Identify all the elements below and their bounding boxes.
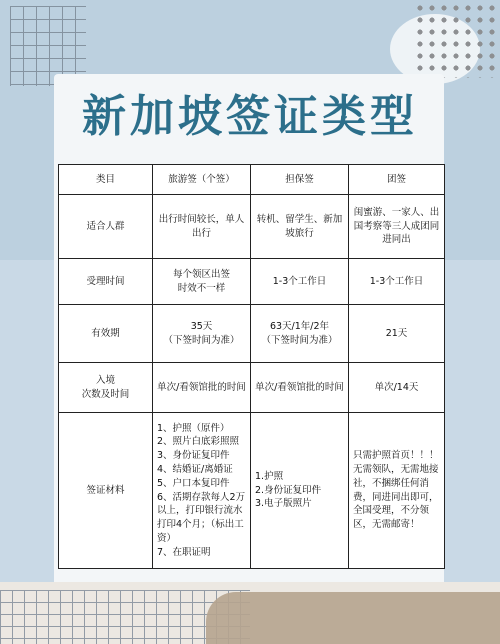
header-tourist-visa: 旅游签（个签）	[153, 165, 251, 195]
row-label-suitable: 适合人群	[59, 195, 153, 259]
table-cell: 1.护照 2.身份证复印件 3.电子版照片	[251, 413, 349, 569]
row-label-processing: 受理时间	[59, 259, 153, 305]
table-row	[59, 363, 445, 413]
table-cell: 21天	[349, 305, 445, 363]
table-cell: 1-3个工作日	[349, 259, 445, 305]
table-row	[59, 259, 445, 305]
header-group-visa: 团签	[349, 165, 445, 195]
row-label-validity: 有效期	[59, 305, 153, 363]
tan-paper-decoration	[206, 592, 500, 644]
dot-pattern-decoration	[412, 0, 500, 78]
table-row	[59, 413, 445, 569]
table-cell: 闺蜜游、一家人、出国考察等三人成团同进同出	[349, 195, 445, 259]
header-category: 类目	[59, 165, 153, 195]
row-label-entry: 入境 次数及时间	[59, 363, 153, 413]
table-cell: 转机、留学生、新加坡旅行	[251, 195, 349, 259]
table-row	[59, 195, 445, 259]
table-cell: 出行时间较长，单人出行	[153, 195, 251, 259]
table-cell: 1-3个工作日	[251, 259, 349, 305]
page-title: 新加坡签证类型	[82, 91, 418, 142]
table-cell: 只需护照首页！！！ 无需领队，无需地接社，不捆绑任何消费，同进同出即可，全国受理，不分领区，无需邮寄！	[349, 413, 445, 569]
table-cell: 63天/1年/2年 （下签时间为准）	[251, 305, 349, 363]
table-cell: 35天 （下签时间为准）	[153, 305, 251, 363]
row-label-materials: 签证材料	[59, 413, 153, 569]
header-guarantee-visa: 担保签	[251, 165, 349, 195]
table-row	[59, 305, 445, 363]
table-header-row	[59, 165, 445, 195]
table-cell: 单次/看领馆批的时间	[153, 363, 251, 413]
table-cell: 单次/看领馆批的时间	[251, 363, 349, 413]
table-cell: 每个领区出签 时效不一样	[153, 259, 251, 305]
table-cell: 1、护照（原件） 2、照片白底彩照照 3、身份证复印件 4、结婚证/离婚证 5、户口本复印件 6、活期存款每人2万以上，打印银行流水打印4个月；（标出工资） 7、在职证明	[153, 413, 251, 569]
visa-comparison-table	[58, 164, 445, 569]
table-cell: 单次/14天	[349, 363, 445, 413]
